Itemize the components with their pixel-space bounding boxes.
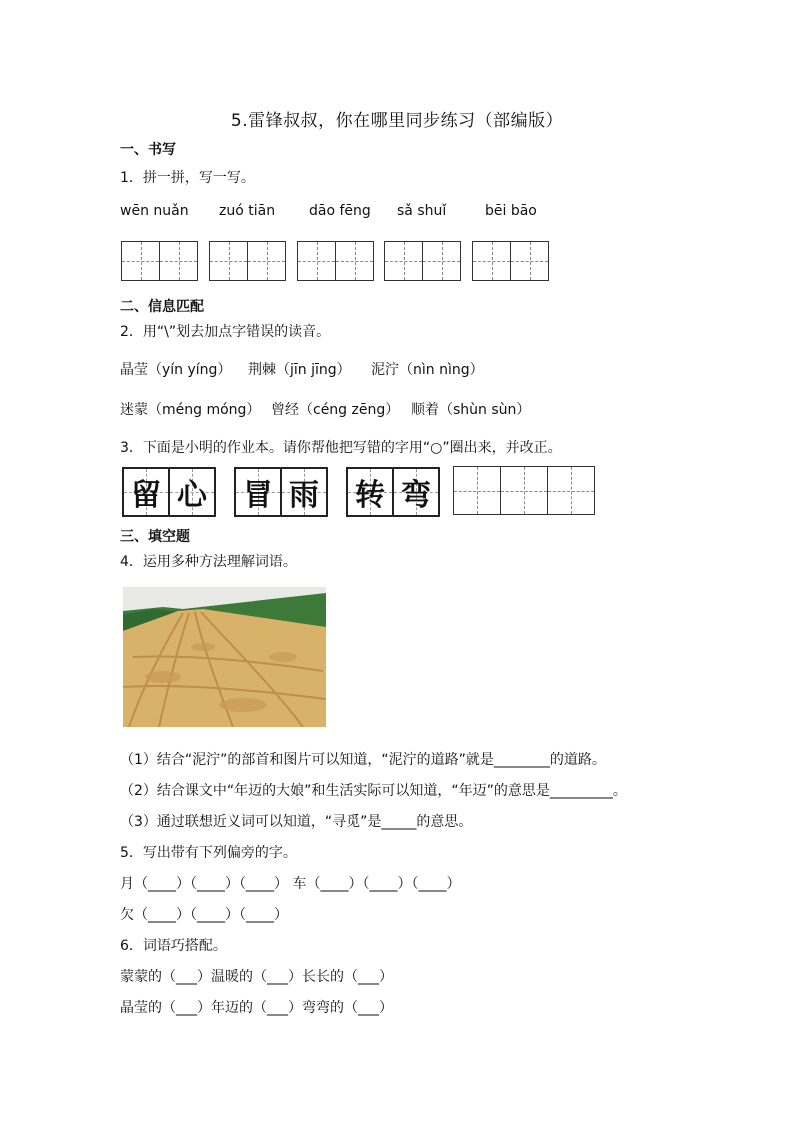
question-4-1: （1）结合“泥泞”的部首和图片可以知道，“泥泞的道路”就是________的道路。 — [120, 752, 606, 768]
pinyin-1: wēn nuǎn — [120, 203, 189, 219]
question-5: 5．写出带有下列偏旁的字。 — [120, 845, 297, 861]
homework-word-2[interactable] — [234, 467, 328, 517]
homework-char[interactable]: 冒 — [243, 478, 273, 513]
homework-word-3[interactable] — [346, 467, 440, 517]
question-6: 6．词语巧搭配。 — [120, 938, 227, 954]
collocation-line-2: 晶莹的（___）年迈的（___）弯弯的（___） — [120, 1000, 393, 1016]
reading-item: 迷蒙（méng móng） — [120, 402, 261, 418]
writing-grid-2[interactable] — [209, 241, 286, 281]
homework-char[interactable]: 雨 — [289, 478, 319, 513]
writing-grid-3[interactable] — [297, 241, 374, 281]
question-2: 2．用“\”划去加点字错误的读音。 — [120, 324, 331, 340]
homework-word-1[interactable] — [122, 467, 216, 517]
collocation-line-1: 蒙蒙的（___）温暖的（___）长长的（___） — [120, 969, 393, 985]
pinyin-4: sǎ shuǐ — [397, 203, 447, 219]
question-1: 1．拼一拼，写一写。 — [120, 170, 255, 186]
section-heading-matching: 二、信息匹配 — [120, 299, 204, 315]
radical-line-1: 月（____）（____）（____） 车（____）（____）（____） — [120, 876, 461, 892]
homework-char[interactable]: 弯 — [401, 478, 431, 513]
question-4: 4．运用多种方法理解词语。 — [120, 554, 297, 570]
pinyin-5: bēi bāo — [485, 203, 537, 219]
question-4-3: （3）通过联想近义词可以知道，“寻觅”是_____的意思。 — [120, 814, 473, 830]
question-4-2: （2）结合课文中“年迈的大娘”和生活实际可以知道，“年迈”的意思是_________。 — [120, 783, 627, 799]
reading-item: 晶莹（yín yíng） — [120, 362, 232, 378]
muddy-road-photo — [123, 587, 326, 727]
homework-char[interactable]: 转 — [355, 478, 385, 513]
reading-item: 顺着（shùn sùn） — [411, 402, 531, 418]
correction-grid[interactable] — [453, 466, 595, 515]
writing-grid-1[interactable] — [121, 241, 198, 281]
radical-line-2: 欠（____）（____）（____） — [120, 907, 288, 923]
page-title: 5.雷锋叔叔，你在哪里同步练习（部编版） — [230, 111, 564, 131]
reading-item: 泥泞（nìn nìng） — [371, 362, 484, 378]
pinyin-2: zuó tiān — [219, 203, 276, 219]
homework-char[interactable]: 心 — [177, 478, 207, 513]
writing-grid-4[interactable] — [384, 241, 461, 281]
writing-grid-5[interactable] — [472, 241, 549, 281]
pinyin-3: dāo fēng — [309, 203, 371, 219]
question-3: 3．下面是小明的作业本。请你帮他把写错的字用“○”圈出来，并改正。 — [120, 440, 562, 456]
section-heading-fill: 三、填空题 — [120, 529, 190, 545]
section-heading-writing: 一、书写 — [120, 142, 176, 158]
reading-item: 荆棘（jīn jīng） — [248, 362, 351, 378]
homework-char[interactable]: 留 — [131, 478, 161, 513]
reading-item: 曾经（céng zēng） — [271, 402, 400, 418]
